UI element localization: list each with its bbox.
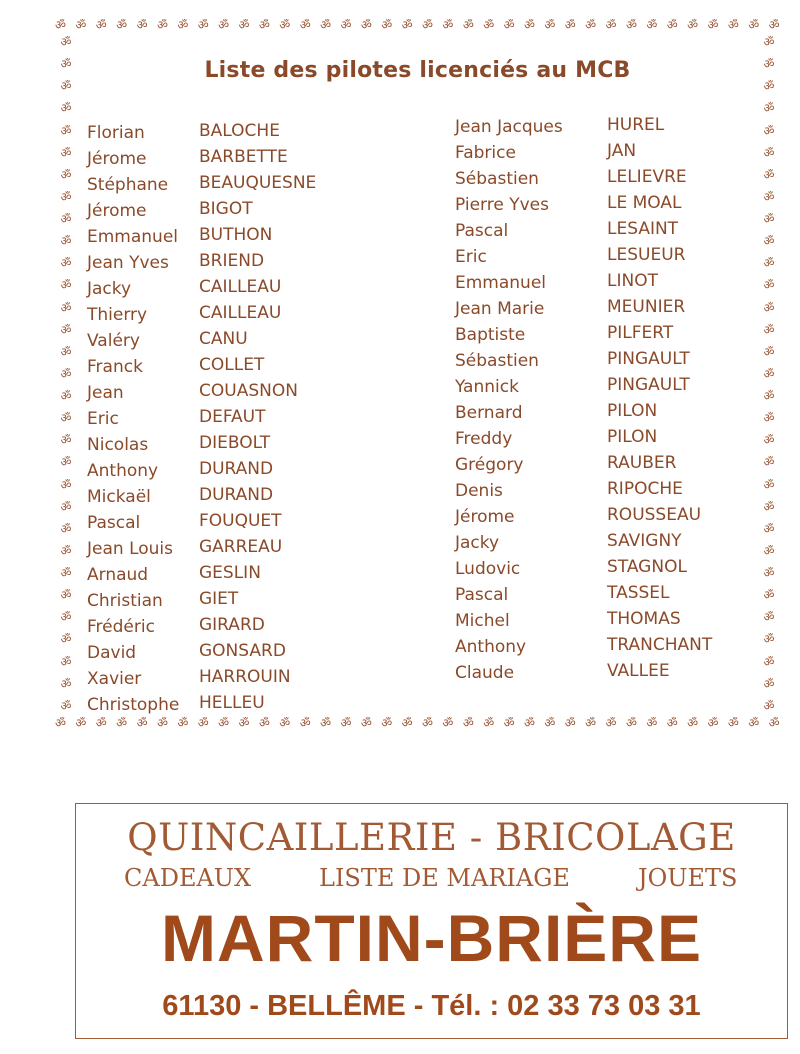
- last-names-left-column: [199, 118, 379, 716]
- ornament-icon: ॐ: [646, 18, 658, 32]
- ornament-icon: ॐ: [763, 389, 775, 403]
- ornament-icon: ॐ: [60, 344, 72, 359]
- ornament-icon: ॐ: [763, 189, 775, 204]
- ornament-icon: ॐ: [763, 366, 775, 381]
- ornament-icon: ॐ: [60, 654, 72, 669]
- ornament-icon: ॐ: [564, 716, 576, 730]
- ornament-icon: ॐ: [763, 278, 775, 293]
- ornament-icon: ॐ: [763, 632, 775, 647]
- name-entry: RIPOCHE: [607, 479, 683, 499]
- name-entry: Denis: [455, 481, 503, 501]
- ornament-icon: ॐ: [156, 18, 168, 32]
- name-entry: Xavier: [87, 669, 142, 689]
- name-entry: COUASNON: [199, 381, 298, 401]
- name-entry: COLLET: [199, 355, 265, 375]
- ornament-icon: ॐ: [238, 716, 250, 730]
- name-entry: Yannick: [455, 377, 519, 397]
- name-entry: VALLEE: [607, 661, 670, 681]
- name-entry: Pierre Yves: [455, 195, 549, 215]
- name-entry: Thierry: [87, 305, 148, 325]
- ornament-icon: ॐ: [55, 18, 66, 32]
- first-names-right-column: [455, 114, 595, 686]
- ornament-icon: ॐ: [727, 716, 739, 730]
- name-entry: Pascal: [455, 585, 509, 605]
- name-entry: LE MOAL: [607, 193, 682, 213]
- name-entry: GESLIN: [199, 563, 261, 583]
- name-entry: Sébastien: [455, 169, 539, 189]
- ornament-icon: ॐ: [116, 18, 128, 32]
- ornament-icon: ॐ: [136, 18, 148, 32]
- ornament-icon: ॐ: [763, 543, 775, 558]
- ad-jouets: JOUETS: [638, 864, 738, 892]
- name-entry: Jérome: [87, 201, 147, 221]
- name-entry: Franck: [87, 357, 143, 377]
- ornament-icon: ॐ: [60, 676, 72, 691]
- name-entry: GIET: [199, 589, 239, 609]
- name-entry: Bernard: [455, 403, 523, 423]
- name-entry: Anthony: [87, 461, 159, 481]
- name-entry: CAILLEAU: [199, 277, 282, 297]
- name-entry: Anthony: [455, 637, 527, 657]
- ornament-icon: ॐ: [625, 716, 637, 730]
- ornament-icon: ॐ: [605, 716, 617, 730]
- ornament-icon: ॐ: [60, 234, 72, 249]
- ornament-icon: ॐ: [60, 389, 72, 403]
- ornament-icon: ॐ: [60, 698, 72, 712]
- ornament-icon: ॐ: [401, 716, 413, 730]
- ornament-icon: ॐ: [340, 18, 352, 32]
- ornament-icon: ॐ: [238, 18, 250, 32]
- name-entry: DIEBOLT: [199, 433, 271, 453]
- ornament-icon: ॐ: [60, 278, 72, 293]
- ornament-icon: ॐ: [401, 18, 413, 32]
- name-entry: LESUEUR: [607, 245, 686, 265]
- name-entry: PILON: [607, 401, 658, 421]
- ornament-icon: ॐ: [462, 716, 474, 730]
- ornament-icon: ॐ: [763, 654, 775, 669]
- ornament-icon: ॐ: [75, 18, 87, 32]
- ornament-icon: ॐ: [177, 18, 189, 32]
- ornament-icon: ॐ: [763, 212, 775, 226]
- ad-liste-de-mariage: LISTE DE MARIAGE: [319, 864, 570, 892]
- name-entry: BUTHON: [199, 225, 273, 245]
- name-entry: MEUNIER: [607, 297, 686, 317]
- name-entry: Jean Jacques: [455, 117, 563, 137]
- ornament-icon: ॐ: [177, 716, 189, 730]
- name-entry: HELLEU: [199, 693, 265, 713]
- name-entry: CAILLEAU: [199, 303, 282, 323]
- ornament-icon: ॐ: [763, 145, 775, 160]
- ornament-icon: ॐ: [218, 716, 230, 730]
- ornament-icon: ॐ: [763, 300, 775, 315]
- ornament-icon: ॐ: [60, 610, 72, 625]
- ornament-icon: ॐ: [60, 189, 72, 204]
- ornament-icon: ॐ: [442, 18, 454, 32]
- ornament-icon: ॐ: [763, 101, 775, 116]
- ornament-icon: ॐ: [585, 18, 597, 32]
- ornament-icon: ॐ: [763, 566, 775, 580]
- name-entry: Jean Louis: [87, 539, 173, 559]
- name-entry: Frédéric: [87, 617, 155, 637]
- ornament-icon: ॐ: [258, 716, 270, 730]
- ornament-icon: ॐ: [483, 18, 495, 32]
- ornament-icon: ॐ: [60, 57, 72, 72]
- ornament-icon: ॐ: [320, 716, 332, 730]
- ornament-icon: ॐ: [763, 123, 775, 138]
- ornament-icon: ॐ: [360, 716, 372, 730]
- ornament-icon: ॐ: [763, 477, 775, 492]
- name-entry: Jacky: [87, 279, 132, 299]
- ornament-icon: ॐ: [299, 716, 311, 730]
- name-entry: STAGNOL: [607, 557, 687, 577]
- ornament-icon: ॐ: [60, 433, 72, 448]
- ornament-icon: ॐ: [60, 123, 72, 138]
- ornament-icon: ॐ: [60, 79, 72, 94]
- ornament-icon: ॐ: [763, 610, 775, 625]
- ornament-icon: ॐ: [763, 588, 775, 603]
- ornament-border-top: [55, 14, 780, 36]
- ornament-icon: ॐ: [763, 698, 775, 712]
- ad-headline: QUINCAILLERIE - BRICOLAGE: [127, 816, 736, 859]
- ornament-icon: ॐ: [197, 716, 209, 730]
- name-entry: SAVIGNY: [607, 531, 682, 551]
- ornament-icon: ॐ: [666, 716, 678, 730]
- ornament-icon: ॐ: [707, 18, 719, 32]
- ornament-icon: ॐ: [763, 256, 775, 271]
- name-entry: Nicolas: [87, 435, 149, 455]
- ornament-icon: ॐ: [763, 676, 775, 691]
- name-entry: BRIEND: [199, 251, 265, 271]
- ornament-icon: ॐ: [564, 18, 576, 32]
- name-entry: Stéphane: [87, 175, 169, 195]
- name-entry: GIRARD: [199, 615, 265, 635]
- ornament-icon: ॐ: [523, 18, 535, 32]
- ornament-icon: ॐ: [646, 716, 658, 730]
- list-title: Liste des pilotes licenciés au MCB: [204, 58, 631, 83]
- ornament-icon: ॐ: [748, 716, 760, 730]
- name-entry: ROUSSEAU: [607, 505, 702, 525]
- ornament-border-left: [55, 36, 77, 712]
- ornament-icon: ॐ: [95, 18, 107, 32]
- name-entry: LESAINT: [607, 219, 679, 239]
- ornament-icon: ॐ: [60, 632, 72, 647]
- ornament-icon: ॐ: [666, 18, 678, 32]
- ornament-icon: ॐ: [483, 716, 495, 730]
- ad-brand-name: MARTIN-BRIÈRE: [161, 901, 702, 975]
- ornament-icon: ॐ: [197, 18, 209, 32]
- name-entry: HUREL: [607, 115, 665, 135]
- name-entry: Eric: [87, 409, 119, 429]
- name-entry: Baptiste: [455, 325, 526, 345]
- ornament-icon: ॐ: [360, 18, 372, 32]
- ad-cadeaux: CADEAUX: [124, 864, 252, 892]
- name-entry: Grégory: [455, 455, 524, 475]
- name-entry: DURAND: [199, 459, 274, 479]
- name-entry: RAUBER: [607, 453, 677, 473]
- ornament-icon: ॐ: [763, 322, 775, 337]
- ornament-icon: ॐ: [707, 716, 719, 730]
- name-entry: Jean: [87, 383, 124, 403]
- ornament-icon: ॐ: [523, 716, 535, 730]
- name-entry: FOUQUET: [199, 511, 282, 531]
- ornament-icon: ॐ: [544, 18, 556, 32]
- ornament-icon: ॐ: [585, 716, 597, 730]
- name-entry: PINGAULT: [607, 349, 690, 369]
- name-entry: LINOT: [607, 271, 658, 291]
- ornament-icon: ॐ: [763, 57, 775, 72]
- ornament-icon: ॐ: [763, 79, 775, 94]
- name-entry: Fabrice: [455, 143, 516, 163]
- ornament-icon: ॐ: [279, 18, 291, 32]
- ornament-icon: ॐ: [156, 716, 168, 730]
- ornament-icon: ॐ: [503, 716, 515, 730]
- ornament-icon: ॐ: [60, 167, 72, 182]
- name-entry: Ludovic: [455, 559, 521, 579]
- ornament-icon: ॐ: [381, 18, 393, 32]
- advertisement-box: [75, 803, 788, 1039]
- ornament-icon: ॐ: [60, 300, 72, 315]
- name-entry: JAN: [607, 141, 637, 161]
- ornament-icon: ॐ: [340, 716, 352, 730]
- name-entry: David: [87, 643, 137, 663]
- ornament-icon: ॐ: [605, 18, 617, 32]
- ornament-icon: ॐ: [687, 18, 699, 32]
- name-entry: Christian: [87, 591, 163, 611]
- name-entry: Freddy: [455, 429, 513, 449]
- name-entry: HARROUIN: [199, 667, 291, 687]
- ornament-icon: ॐ: [763, 36, 775, 49]
- name-entry: Pascal: [455, 221, 509, 241]
- name-entry: Jérome: [455, 507, 515, 527]
- name-entry: Jérome: [87, 149, 147, 169]
- name-entry: Jacky: [455, 533, 500, 553]
- ornament-icon: ॐ: [763, 234, 775, 249]
- ornament-icon: ॐ: [55, 716, 66, 730]
- name-entry: PILON: [607, 427, 658, 447]
- name-entry: TRANCHANT: [607, 635, 713, 655]
- name-entry: Emmanuel: [455, 273, 547, 293]
- ornament-icon: ॐ: [60, 499, 72, 514]
- ornament-icon: ॐ: [763, 411, 775, 426]
- ornament-icon: ॐ: [748, 18, 760, 32]
- name-entry: Michel: [455, 611, 510, 631]
- name-entry: GONSARD: [199, 641, 286, 661]
- ornament-icon: ॐ: [763, 455, 775, 470]
- name-entry: Jean Yves: [87, 253, 169, 273]
- ornament-icon: ॐ: [95, 716, 107, 730]
- ornament-icon: ॐ: [60, 366, 72, 381]
- ornament-icon: ॐ: [218, 18, 230, 32]
- ornament-icon: ॐ: [381, 716, 393, 730]
- name-entry: BARBETTE: [199, 147, 288, 167]
- name-entry: Jean Marie: [455, 299, 545, 319]
- ornament-icon: ॐ: [279, 716, 291, 730]
- ornament-icon: ॐ: [60, 145, 72, 160]
- ornament-icon: ॐ: [763, 499, 775, 514]
- last-names-right-column: [607, 112, 767, 684]
- ornament-icon: ॐ: [60, 256, 72, 271]
- name-entry: Florian: [87, 123, 145, 143]
- ornament-icon: ॐ: [136, 716, 148, 730]
- ornament-icon: ॐ: [544, 716, 556, 730]
- ornament-icon: ॐ: [60, 543, 72, 558]
- first-names-left-column: [87, 120, 197, 718]
- ornament-icon: ॐ: [442, 716, 454, 730]
- ornament-icon: ॐ: [60, 101, 72, 116]
- name-entry: Mickaël: [87, 487, 151, 507]
- ornament-icon: ॐ: [258, 18, 270, 32]
- name-entry: THOMAS: [607, 609, 681, 629]
- name-entry: BEAUQUESNE: [199, 173, 317, 193]
- ornament-icon: ॐ: [763, 167, 775, 182]
- ornament-icon: ॐ: [625, 18, 637, 32]
- ornament-icon: ॐ: [503, 18, 515, 32]
- ornament-icon: ॐ: [768, 716, 780, 730]
- ornament-icon: ॐ: [462, 18, 474, 32]
- ornament-icon: ॐ: [422, 18, 433, 32]
- name-entry: CANU: [199, 329, 248, 349]
- name-entry: TASSEL: [607, 583, 670, 603]
- name-entry: Pascal: [87, 513, 141, 533]
- name-entry: GARREAU: [199, 537, 283, 557]
- ornament-icon: ॐ: [763, 433, 775, 448]
- name-entry: BIGOT: [199, 199, 253, 219]
- ornament-icon: ॐ: [60, 477, 72, 492]
- name-entry: Sébastien: [455, 351, 539, 371]
- ornament-icon: ॐ: [60, 212, 72, 226]
- ornament-icon: ॐ: [299, 18, 311, 32]
- name-entry: PINGAULT: [607, 375, 690, 395]
- ornament-icon: ॐ: [60, 322, 72, 337]
- name-entry: PILFERT: [607, 323, 674, 343]
- pilot-list-frame: [55, 14, 780, 734]
- name-entry: BALOCHE: [199, 121, 280, 141]
- ornament-icon: ॐ: [422, 716, 433, 730]
- ornament-icon: ॐ: [320, 18, 332, 32]
- name-entry: DEFAUT: [199, 407, 266, 427]
- ornament-icon: ॐ: [60, 36, 72, 49]
- ornament-icon: ॐ: [75, 716, 87, 730]
- ornament-icon: ॐ: [763, 344, 775, 359]
- ornament-icon: ॐ: [687, 716, 699, 730]
- ornament-icon: ॐ: [763, 521, 775, 536]
- ornament-icon: ॐ: [60, 588, 72, 603]
- name-entry: Eric: [455, 247, 487, 267]
- ornament-icon: ॐ: [60, 455, 72, 470]
- ornament-icon: ॐ: [727, 18, 739, 32]
- ad-address: 61130 - BELLÊME - Tél. : 02 33 73 03 31: [162, 990, 701, 1022]
- name-entry: Valéry: [87, 331, 140, 351]
- ornament-icon: ॐ: [116, 716, 128, 730]
- name-entry: Emmanuel: [87, 227, 179, 247]
- ornament-icon: ॐ: [60, 566, 72, 580]
- ornament-icon: ॐ: [60, 521, 72, 536]
- name-entry: LELIEVRE: [607, 167, 687, 187]
- name-entry: Christophe: [87, 695, 180, 715]
- ornament-icon: ॐ: [60, 411, 72, 426]
- name-entry: Arnaud: [87, 565, 149, 585]
- name-entry: Claude: [455, 663, 515, 683]
- name-entry: DURAND: [199, 485, 274, 505]
- ornament-icon: ॐ: [768, 18, 780, 32]
